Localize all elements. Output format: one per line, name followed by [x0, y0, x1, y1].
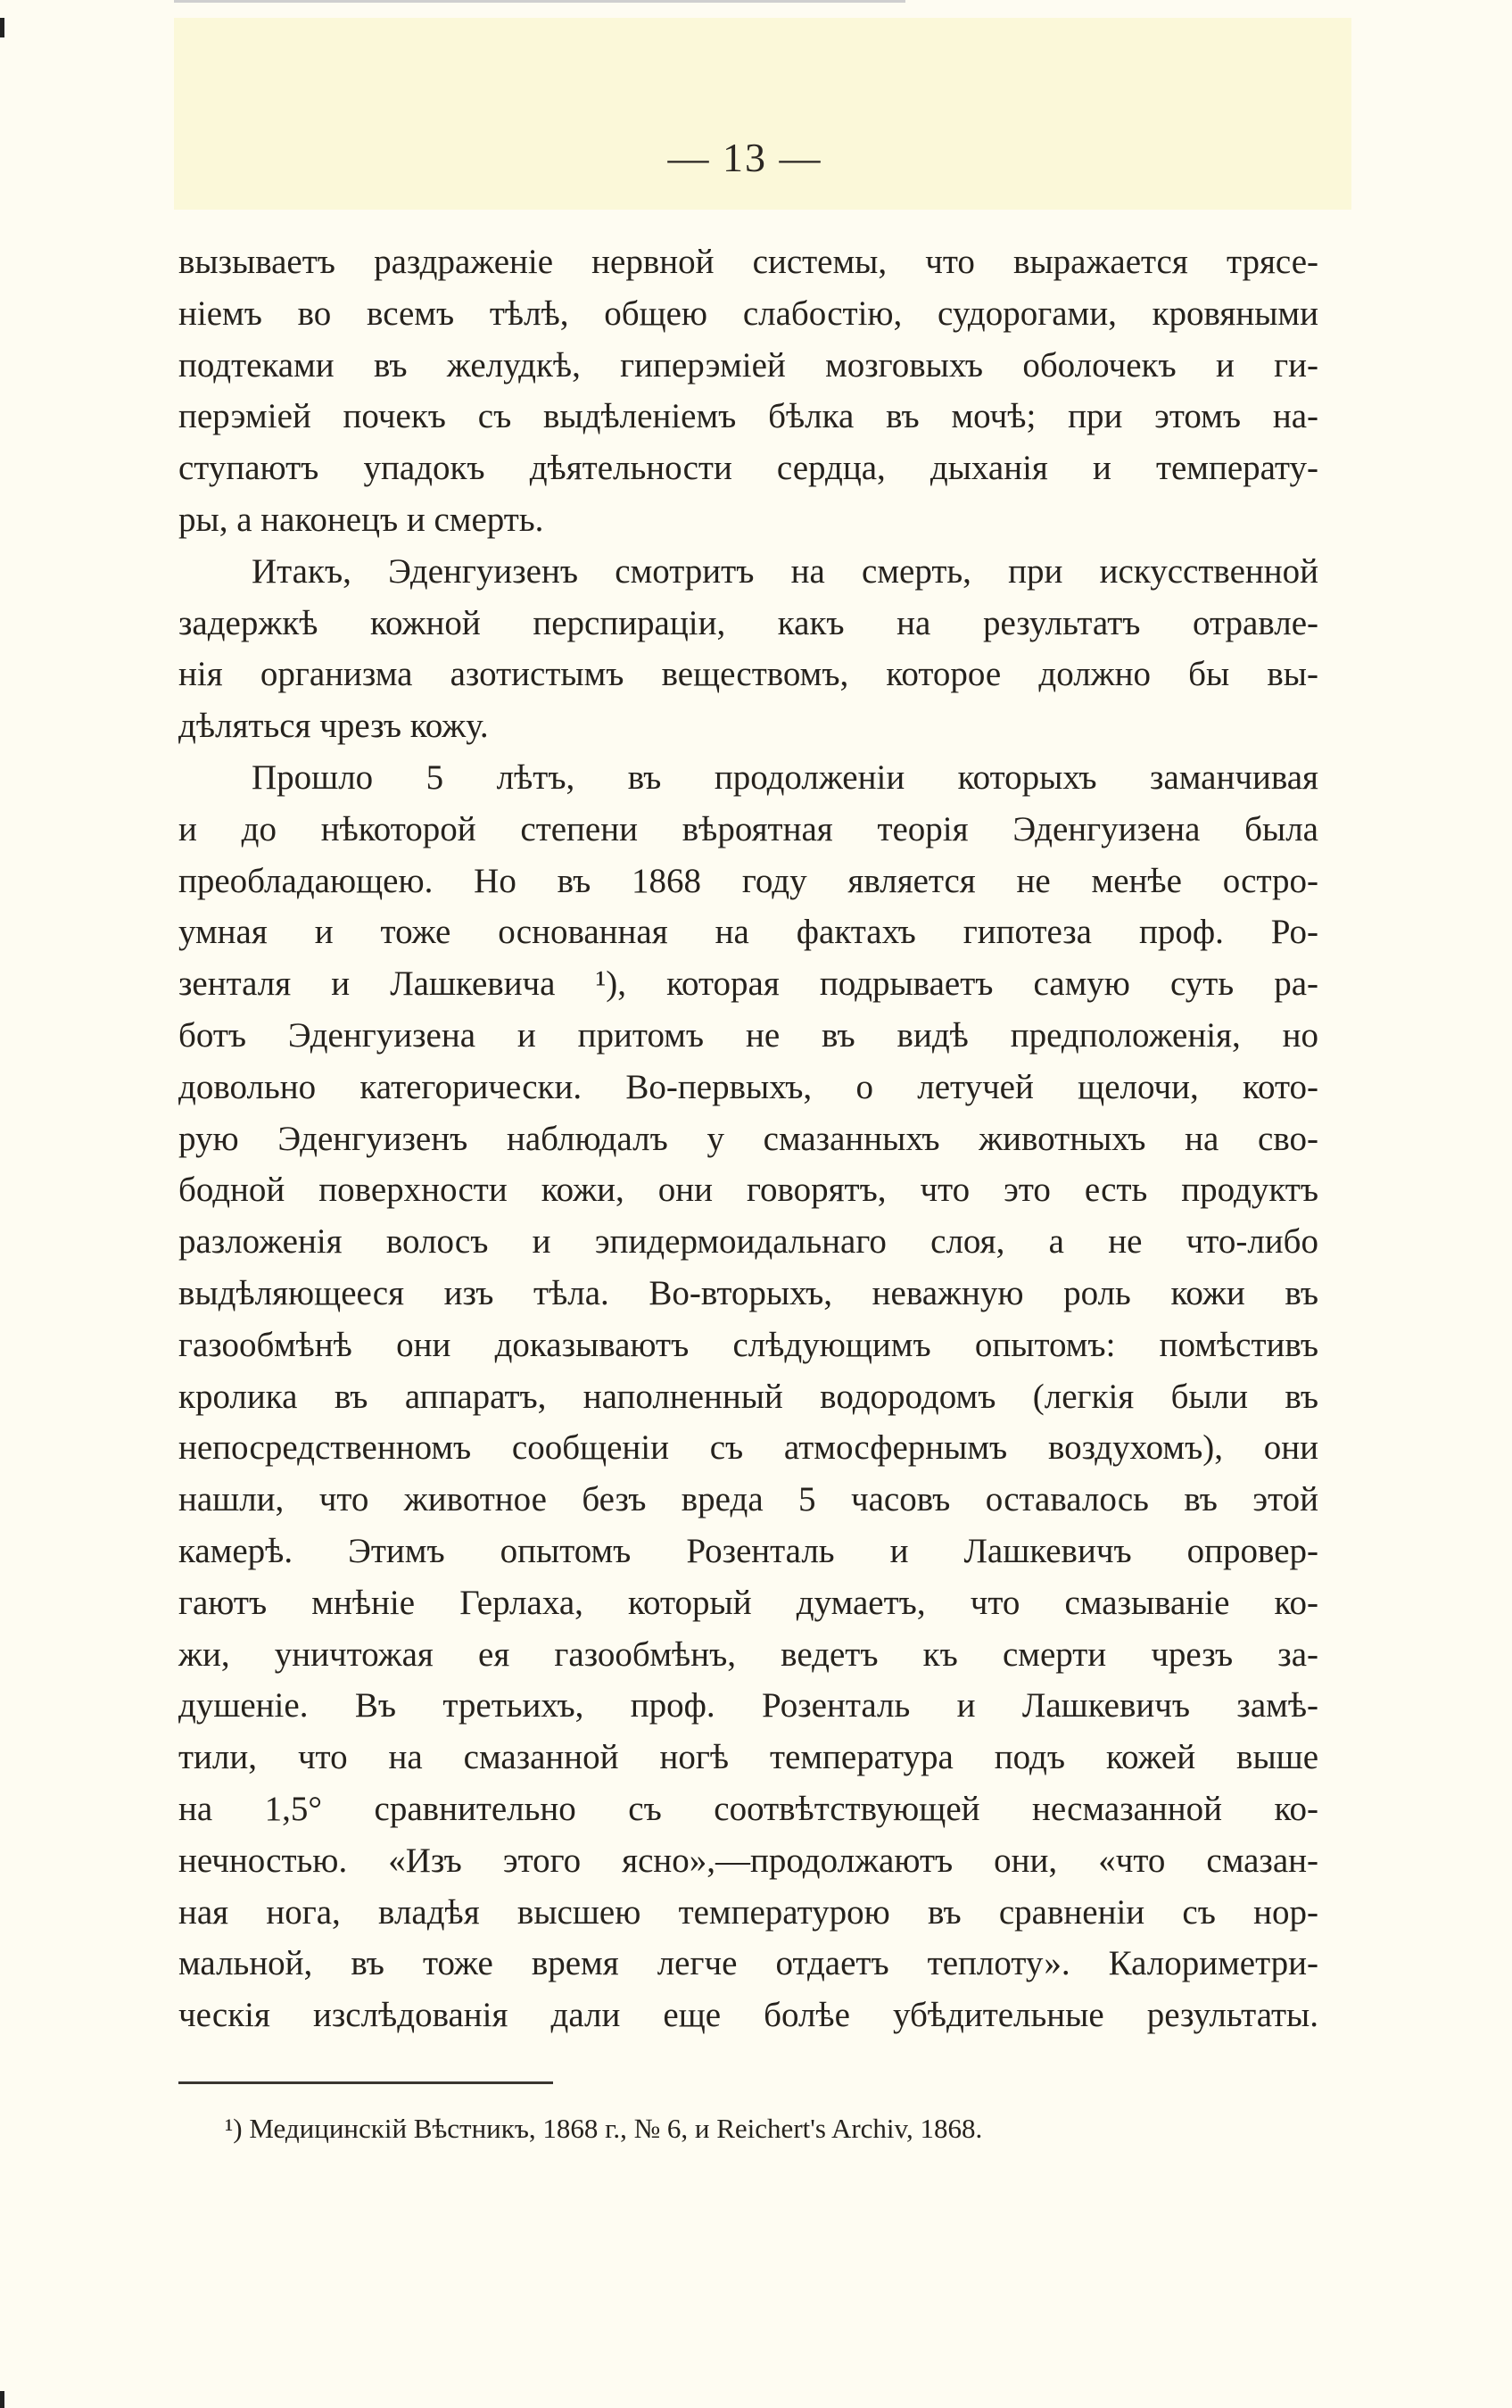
text-line: гаютъ мнѣніе Герлаха, который думаетъ, что смазываніе ко-	[178, 1583, 1318, 1622]
footnote-separator	[178, 2081, 553, 2084]
text-line: на 1,5° сравнительно съ соотвѣтствующей несмазанной ко-	[178, 1789, 1318, 1828]
text-line: ніемъ во всемъ тѣлѣ, общею слабостію, судорогами, кровяными	[178, 294, 1318, 333]
text-line: тили, что на смазанной ногѣ температура подъ кожей выше	[178, 1738, 1318, 1777]
text-line: газообмѣнѣ они доказываютъ слѣдующимъ опытомъ: помѣстивъ	[178, 1325, 1318, 1364]
text-line: жи, уничтожая ея газообмѣнъ, ведетъ къ смерти чрезъ за-	[178, 1634, 1318, 1674]
scan-edge-mark	[0, 18, 4, 37]
text-line: кролика въ аппаратъ, наполненный водородомъ (легкія были въ	[178, 1377, 1318, 1416]
text-line: ры, а наконецъ и смерть.	[178, 500, 544, 539]
text-line: преобладающею. Но въ 1868 году является не менѣе остро-	[178, 861, 1318, 900]
text-line: зенталя и Лашкевича ¹), которая подрываетъ самую суть ра-	[178, 964, 1318, 1004]
text-line: Итакъ, Эденгуизенъ смотритъ на смерть, при искусственной	[252, 551, 1318, 591]
page-number: — 13 —	[667, 135, 822, 180]
scan-edge-mark-bottom	[0, 2391, 4, 2408]
text-line: рую Эденгуизенъ наблюдалъ у смазанныхъ животныхъ на сво-	[178, 1119, 1318, 1158]
text-line: перэміей почекъ съ выдѣленіемъ бѣлка въ мочѣ; при этомъ на-	[178, 397, 1318, 436]
text-line: ступаютъ упадокъ дѣятельности сердца, дыханія и температу-	[178, 449, 1318, 488]
footnote: ¹) Медицинскій Вѣстникъ, 1868 г., № 6, и Reichert's Archiv, 1868.	[225, 2113, 983, 2144]
text-line: нашли, что животное безъ вреда 5 часовъ оставалось въ этой	[178, 1480, 1318, 1519]
text-line: разложенія волосъ и эпидермоидальнаго слоя, а не что-либо	[178, 1222, 1318, 1262]
text-line: Прошло 5 лѣтъ, въ продолженіи которыхъ заманчивая	[252, 757, 1318, 797]
text-line: камерѣ. Этимъ опытомъ Розенталь и Лашкевичъ опровер-	[178, 1531, 1318, 1570]
text-line: ческія изслѣдованія дали еще болѣе убѣдительные результаты.	[178, 1996, 1318, 2035]
text-line: бодной поверхности кожи, они говорятъ, что это есть продуктъ	[178, 1171, 1318, 1210]
text-line: душеніе. Въ третьихъ, проф. Розенталь и Лашкевичъ замѣ-	[178, 1686, 1318, 1725]
text-line: и до нѣкоторой степени вѣроятная теорія Эденгуизена была	[178, 809, 1318, 848]
text-line: дѣляться чрезъ кожу.	[178, 707, 489, 746]
text-line: мальной, въ тоже время легче отдаетъ теплоту». Калориметри-	[178, 1944, 1318, 1983]
text-line: непосредственномъ сообщеніи съ атмосфернымъ воздухомъ), они	[178, 1428, 1318, 1468]
text-line: вызываетъ раздраженіе нервной системы, что выражается трясе-	[178, 243, 1318, 281]
text-line: ная нога, владѣя высшею температурою въ сравненіи съ нор-	[178, 1892, 1318, 1932]
body-text	[178, 236, 1318, 2041]
text-line: нія организма азотистымъ веществомъ, которое должно бы вы-	[178, 655, 1318, 694]
text-line: задержкѣ кожной перспираціи, какъ на результатъ отравле-	[178, 603, 1318, 642]
text-line: нечностью. «Изъ этого ясно»,—продолжаютъ они, «что смазан-	[178, 1841, 1318, 1880]
text-line: довольно категорически. Во-первыхъ, о летучей щелочи, кото-	[178, 1067, 1318, 1106]
text-line: выдѣляющееся изъ тѣла. Во-вторыхъ, неважную роль кожи въ	[178, 1273, 1318, 1312]
text-line: подтеками въ желудкѣ, гиперэміей мозговыхъ оболочекъ и ги-	[178, 345, 1318, 385]
text-line: умная и тоже основанная на фактахъ гипотеза проф. Ро-	[178, 913, 1318, 952]
text-line: ботъ Эденгуизена и притомъ не въ видѣ предположенія, но	[178, 1015, 1318, 1055]
top-edge-rule	[174, 0, 905, 3]
